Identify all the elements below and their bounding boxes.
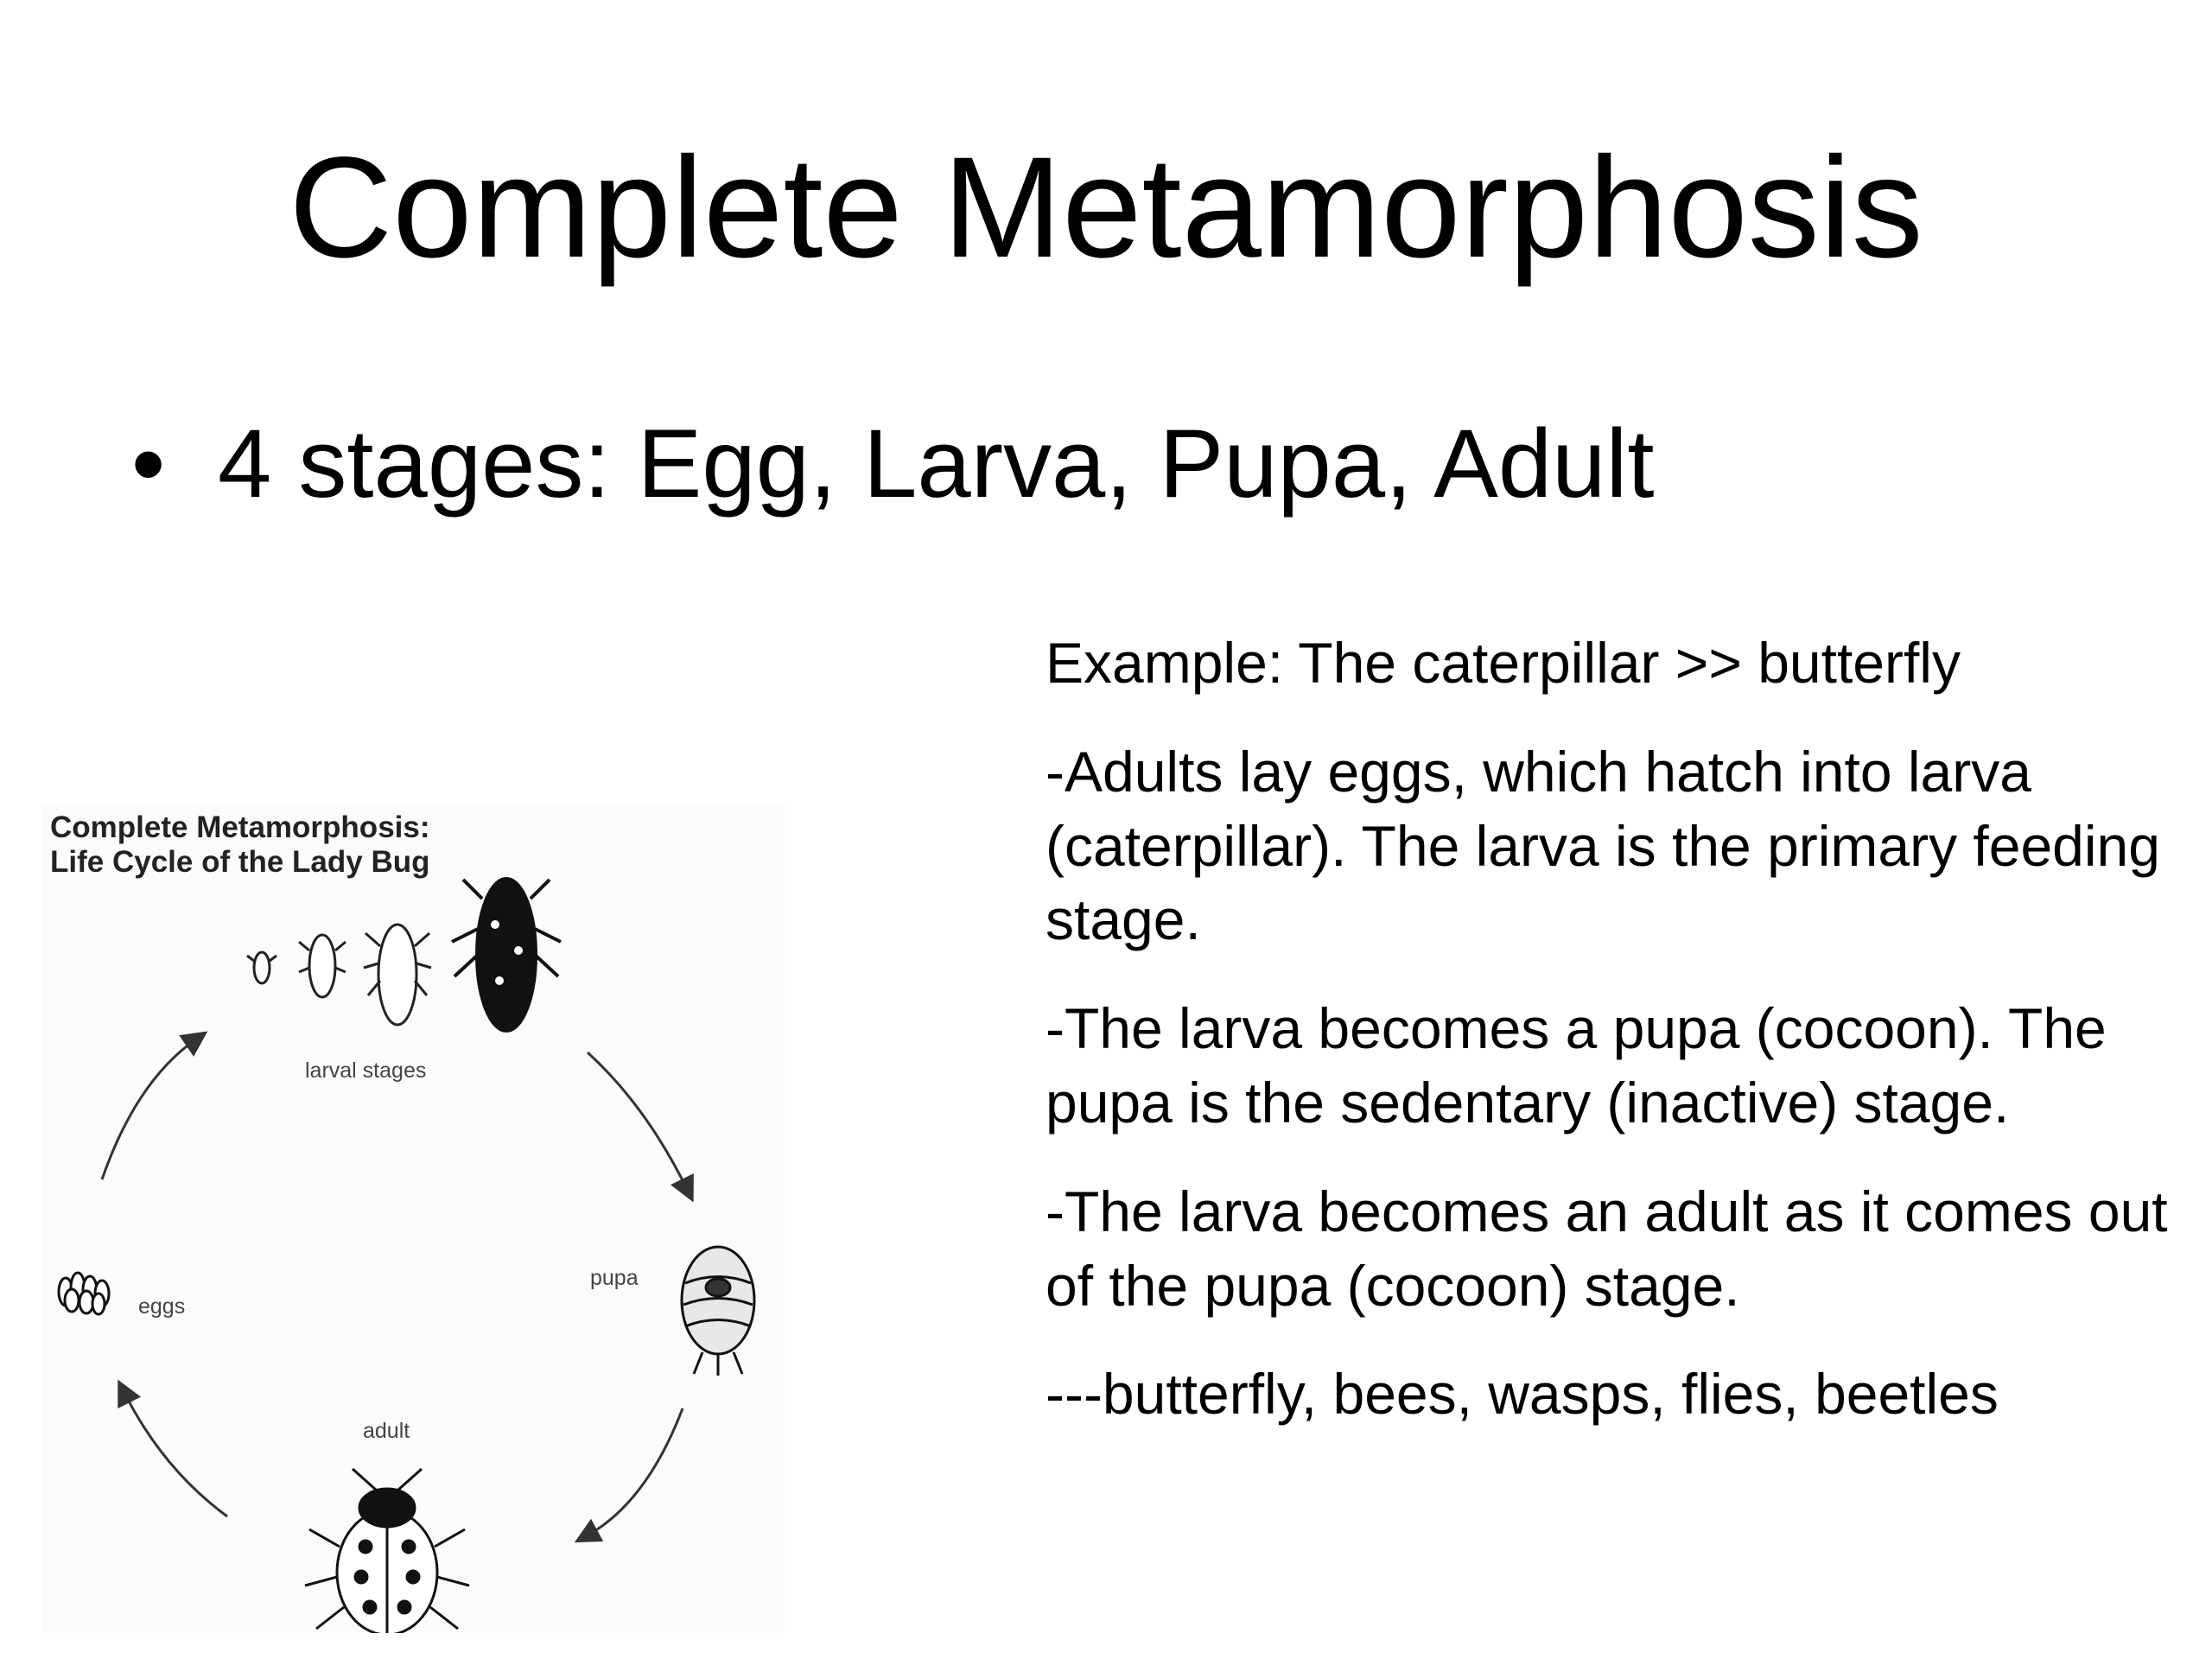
stages-bullet bbox=[131, 406, 1654, 522]
label-larval-stages: larval stages bbox=[305, 1058, 427, 1083]
larva-paragraph: -Adults lay eggs, which hatch into larva (caterpillar). The larva is the primary feeding stage. bbox=[1046, 739, 2160, 952]
example-line: Example: The caterpillar >> butterfly bbox=[1046, 631, 1961, 695]
examples-list: ---butterfly, bees, wasps, flies, beetles bbox=[1046, 1362, 1999, 1427]
pupa-paragraph: -The larva becomes a pupa (cocoon). The pupa is the sedentary (inactive) stage. bbox=[1046, 996, 2107, 1135]
stages-bullet-text: 4 stages: Egg, Larva, Pupa, Adult bbox=[218, 410, 1655, 518]
eggs-icon bbox=[59, 1273, 109, 1314]
slide-title: Complete Metamorphosis bbox=[289, 128, 1923, 288]
ladybug-lifecycle-figure bbox=[41, 804, 785, 1633]
arrow-larva-to-pupa bbox=[588, 1052, 688, 1191]
bullet-symbol: • bbox=[131, 410, 166, 518]
arrow-adult-to-eggs bbox=[124, 1391, 227, 1516]
label-eggs: eggs bbox=[138, 1294, 186, 1319]
label-adult: adult bbox=[363, 1419, 410, 1443]
arrow-pupa-to-adult bbox=[586, 1408, 683, 1536]
larva-mature-icon bbox=[452, 879, 561, 1031]
ladybug-adult-icon bbox=[305, 1469, 469, 1633]
figure-title-line-1: Complete Metamorphosis: bbox=[50, 810, 430, 844]
pupa-icon bbox=[682, 1247, 754, 1376]
figure-title-line-2: Life Cycle of the Lady Bug bbox=[50, 845, 430, 880]
adult-paragraph: -The larva becomes an adult as it comes out of the pupa (cocoon) stage. bbox=[1046, 1179, 2168, 1318]
figure-title bbox=[50, 810, 430, 880]
label-pupa: pupa bbox=[590, 1266, 639, 1290]
larva-medium-icon bbox=[299, 935, 346, 997]
larva-small-icon bbox=[247, 952, 276, 983]
larva-large-icon bbox=[364, 925, 431, 1025]
lifecycle-diagram bbox=[41, 804, 785, 1633]
notes-block bbox=[1046, 626, 2169, 1466]
arrow-eggs-to-larva bbox=[102, 1039, 197, 1179]
